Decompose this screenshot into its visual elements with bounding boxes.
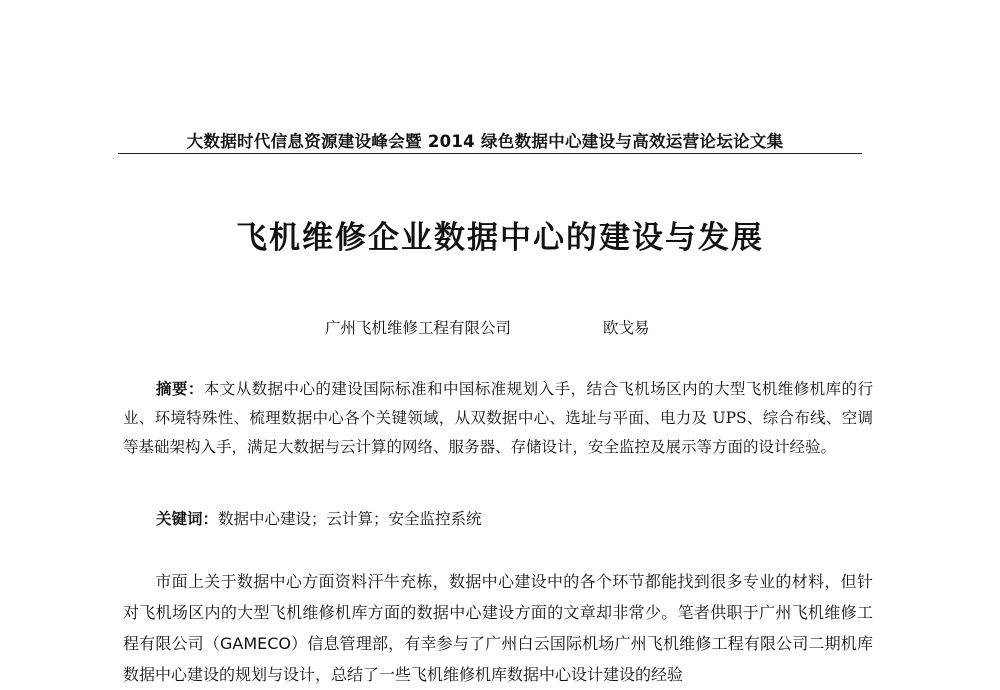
body-paragraph-text: 市面上关于数据中心方面资料汗牛充栋，数据中心建设中的各个环节都能找到很多专业的材料，但针对飞机场区内的大型飞机维修机库方面的数据中心建设方面的文章却非常少。笔者供职于广州飞机维修工程有限公司（GAMECO）信息管理部，有幸参与了广州白云国际机场广州飞机维修工程有限公司二期机库数据中心建设的规划与设计，总结了一些飞机维修机库数据中心设计建设的经验 xyxy=(123,572,873,684)
paper-title: 飞机维修企业数据中心的建设与发展 xyxy=(236,220,764,256)
abstract-label: 摘要： xyxy=(156,380,204,398)
body-paragraph xyxy=(123,566,873,690)
abstract xyxy=(123,375,873,462)
keywords-label: 关键词： xyxy=(156,510,219,528)
keywords xyxy=(156,507,482,529)
abstract-text: 本文从数据中心的建设国际标准和中国标准规划入手，结合飞机场区内的大型飞机维修机库的行业、环境特殊性、梳理数据中心各个关键领域，从双数据中心、选址与平面、电力及 UPS、综合布线、空调等基础架构入手，满足大数据与云计算的网络、服务器、存储设计，安全监控及展示等方面的设计经验。 xyxy=(123,380,873,456)
author-name: 欧戈易 xyxy=(603,319,650,337)
proceedings-header: 大数据时代信息资源建设峰会暨 2014 绿色数据中心建设与高效运营论坛论文集 xyxy=(186,132,784,151)
author-affiliation: 广州飞机维修工程有限公司 xyxy=(325,319,512,337)
keywords-text: 数据中心建设；云计算；安全监控系统 xyxy=(218,510,482,528)
header-divider xyxy=(118,153,862,154)
